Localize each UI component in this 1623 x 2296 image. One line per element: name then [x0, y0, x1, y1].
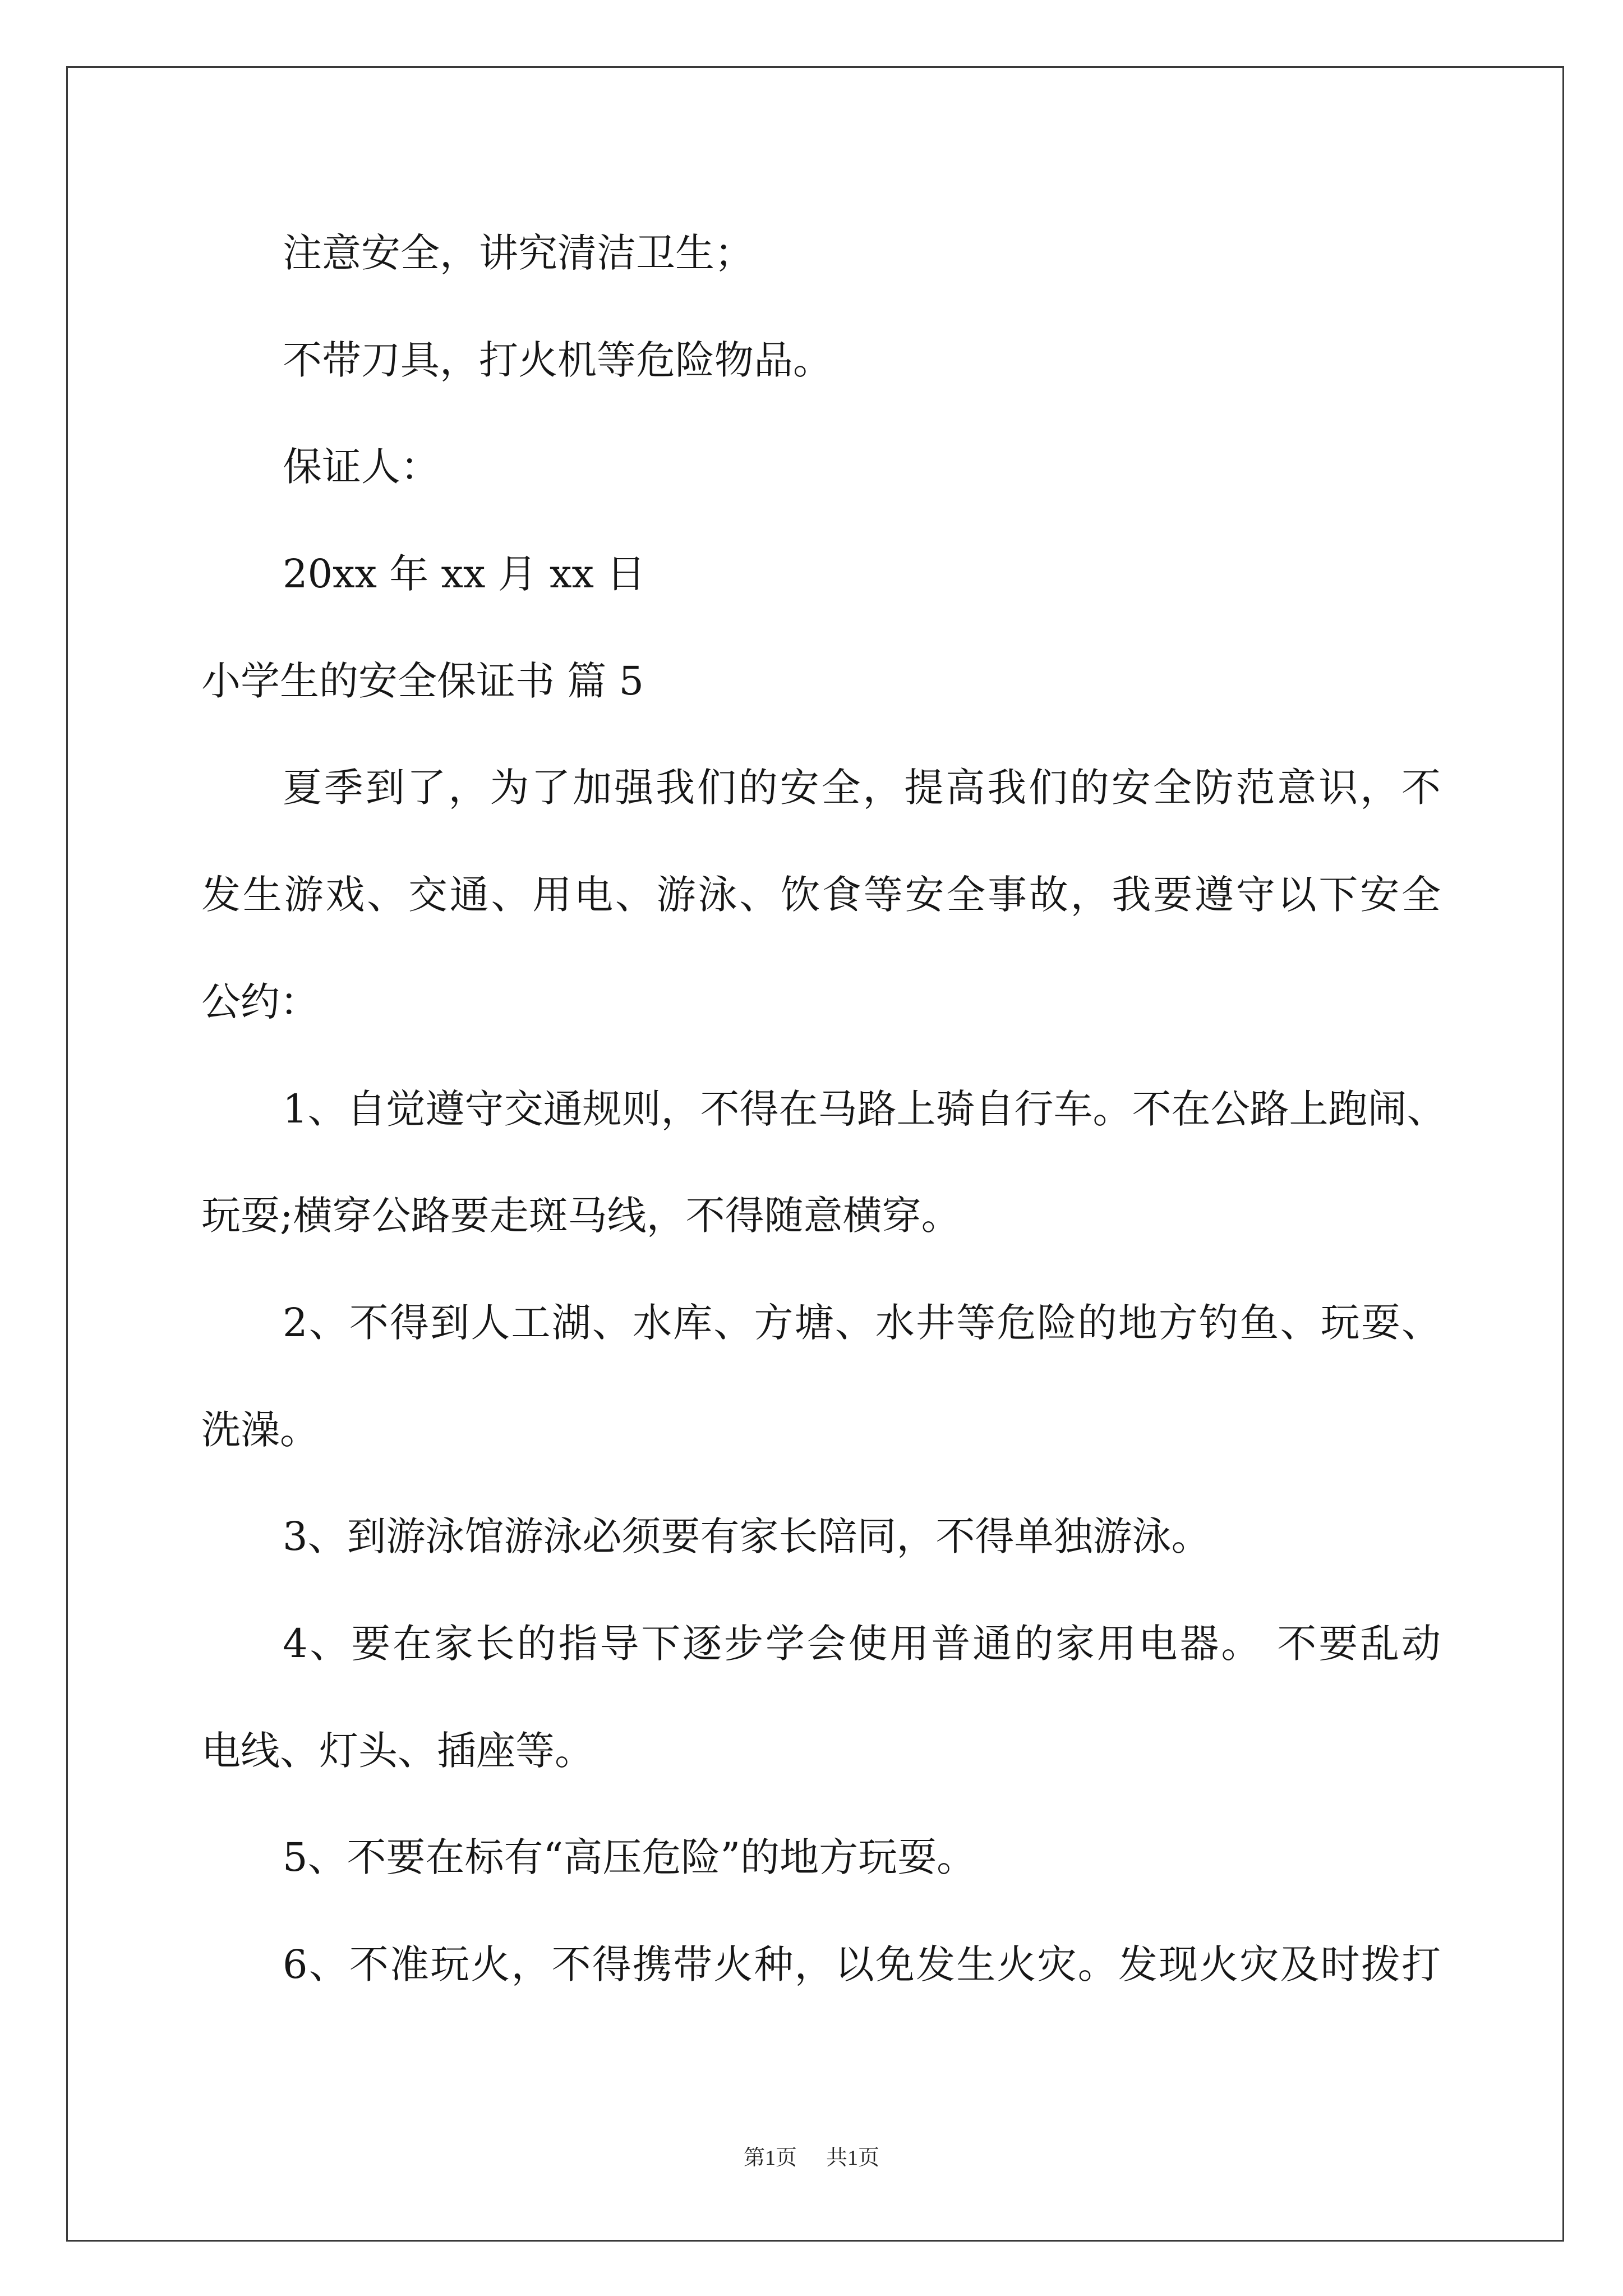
guarantor-label: 保证人：	[283, 444, 440, 490]
rule-line: 1、自觉遵守交通规则，不得在马路上骑自行车。不在公路上跑闹、	[283, 1085, 1446, 1132]
rule-line: 4、要在家长的指导下逐步学会使用普通的家用电器。 不要乱动	[283, 1620, 1441, 1667]
rule-line: 2、不得到人工湖、水库、方塘、水井等危险的地方钓鱼、玩耍、	[283, 1299, 1441, 1346]
rule-line: 3、到游泳馆游泳必须要有家长陪同，不得单独游泳。	[283, 1513, 1211, 1560]
document-body	[201, 200, 1446, 2018]
rule-line: 电线、灯头、插座等。	[201, 1727, 594, 1774]
intro-line: 夏季到了，为了加强我们的安全，提高我们的安全防范意识，不	[283, 765, 1441, 811]
date-line: 20xx 年 xx 月 xx 日	[283, 551, 646, 597]
rule-line: 洗澡。	[201, 1406, 319, 1453]
paragraph-line: 不带刀具，打火机等危险物品。	[283, 337, 832, 383]
footer-page-number: 第1页	[743, 2146, 797, 2170]
intro-line: 公约：	[201, 978, 319, 1025]
rule-line: 6、不准玩火，不得携带火种，以免发生火灾。发现火灾及时拨打	[283, 1941, 1441, 1987]
rule-line: 玩耍;横穿公路要走斑马线，不得随意横穿。	[201, 1193, 961, 1239]
footer-page-total: 共1页	[826, 2146, 880, 2170]
section-title: 小学生的安全保证书 篇 5	[201, 657, 644, 704]
rule-line: 5、不要在标有“高压危险”的地方玩耍。	[283, 1834, 976, 1881]
intro-line: 发生游戏、交通、用电、游泳、饮食等安全事故，我要遵守以下安全	[201, 872, 1441, 918]
page-footer	[0, 2144, 1623, 2172]
paragraph-line: 注意安全，讲究清洁卫生；	[283, 230, 754, 276]
